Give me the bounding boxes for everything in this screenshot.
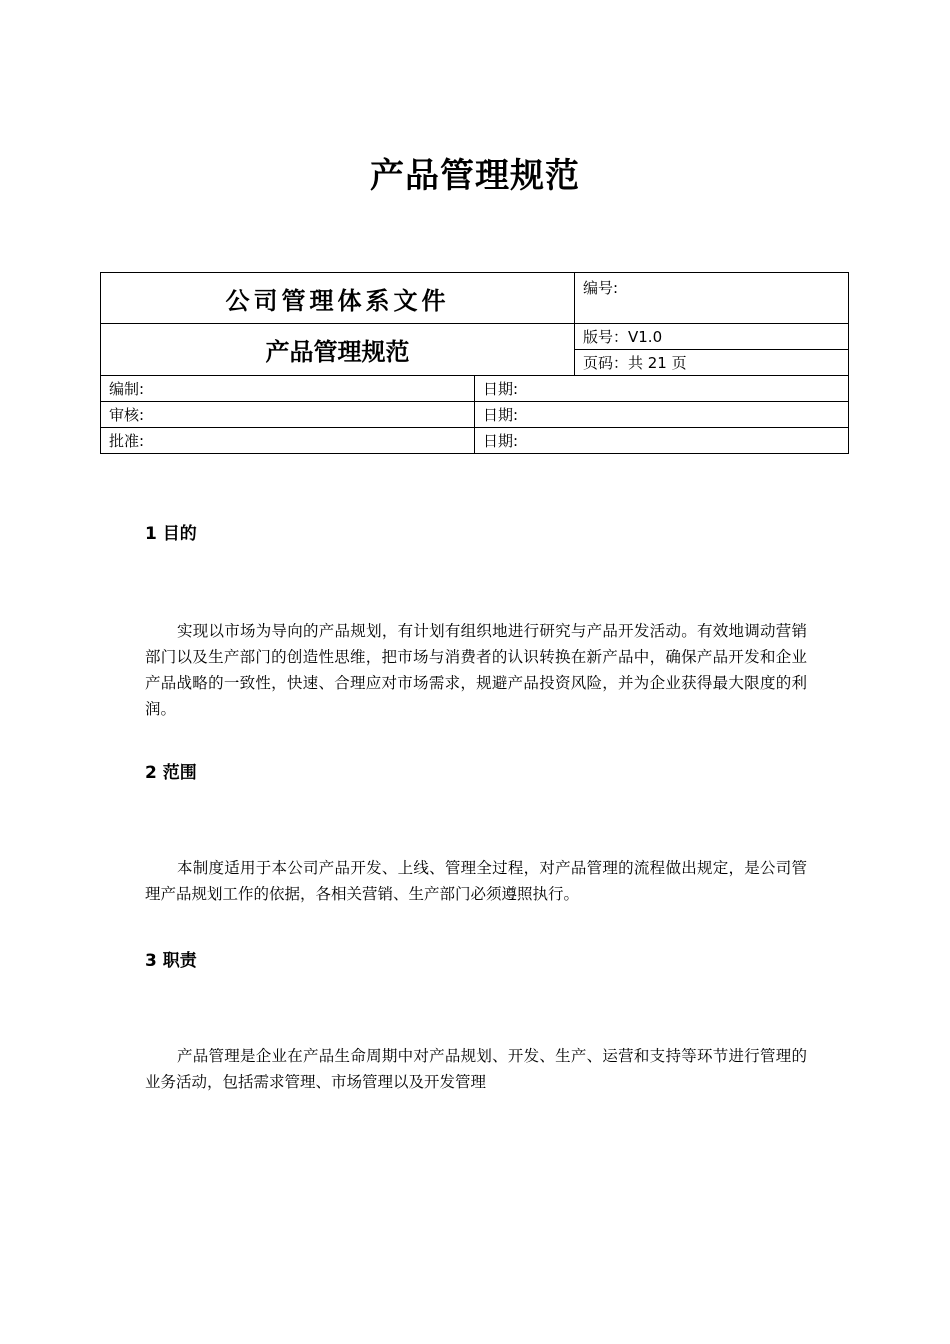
reviewed-date-cell: 日期: (475, 402, 849, 428)
approved-by-cell: 批准: (101, 428, 475, 454)
document-name-cell: 产品管理规范 (101, 324, 575, 376)
section-body-responsibility: 产品管理是企业在产品生命周期中对产品规划、开发、生产、运营和支持等环节进行管理的业务活动，包括需求管理、市场管理以及开发管理 (145, 1047, 807, 1091)
table-row-approved (101, 428, 849, 454)
section-body-purpose: 实现以市场为导向的产品规划，有计划有组织地进行研究与产品开发活动。有效地调动营销部门以及生产部门的创造性思维，把市场与消费者的认识转换在新产品中，确保产品开发和企业产品战略的一致性，快速、合理应对市场需求，规避产品投资风险，并为企业获得最大限度的利润。 (145, 622, 807, 718)
document-number-cell: 编号: (575, 273, 849, 324)
document-title: 产品管理规范 (370, 156, 580, 196)
reviewed-by-cell: 审核: (101, 402, 475, 428)
section-heading-purpose: 1 目的 (145, 524, 197, 544)
section-heading-responsibility: 3 职责 (145, 951, 197, 971)
table-row-reviewed (101, 402, 849, 428)
table-row-prepared (101, 376, 849, 402)
prepared-date-cell: 日期: (475, 376, 849, 402)
document-info-table (100, 272, 849, 454)
approved-date-cell: 日期: (475, 428, 849, 454)
company-doc-cell: 公司管理体系文件 (101, 273, 575, 324)
page-count-cell: 页码：共 21 页 (575, 350, 849, 376)
version-cell: 版号：V1.0 (575, 324, 849, 350)
section-heading-scope: 2 范围 (145, 763, 197, 783)
section-body-scope: 本制度适用于本公司产品开发、上线、管理全过程，对产品管理的流程做出规定，是公司管理产品规划工作的依据，各相关营销、生产部门必须遵照执行。 (145, 859, 807, 903)
prepared-by-cell: 编制: (101, 376, 475, 402)
